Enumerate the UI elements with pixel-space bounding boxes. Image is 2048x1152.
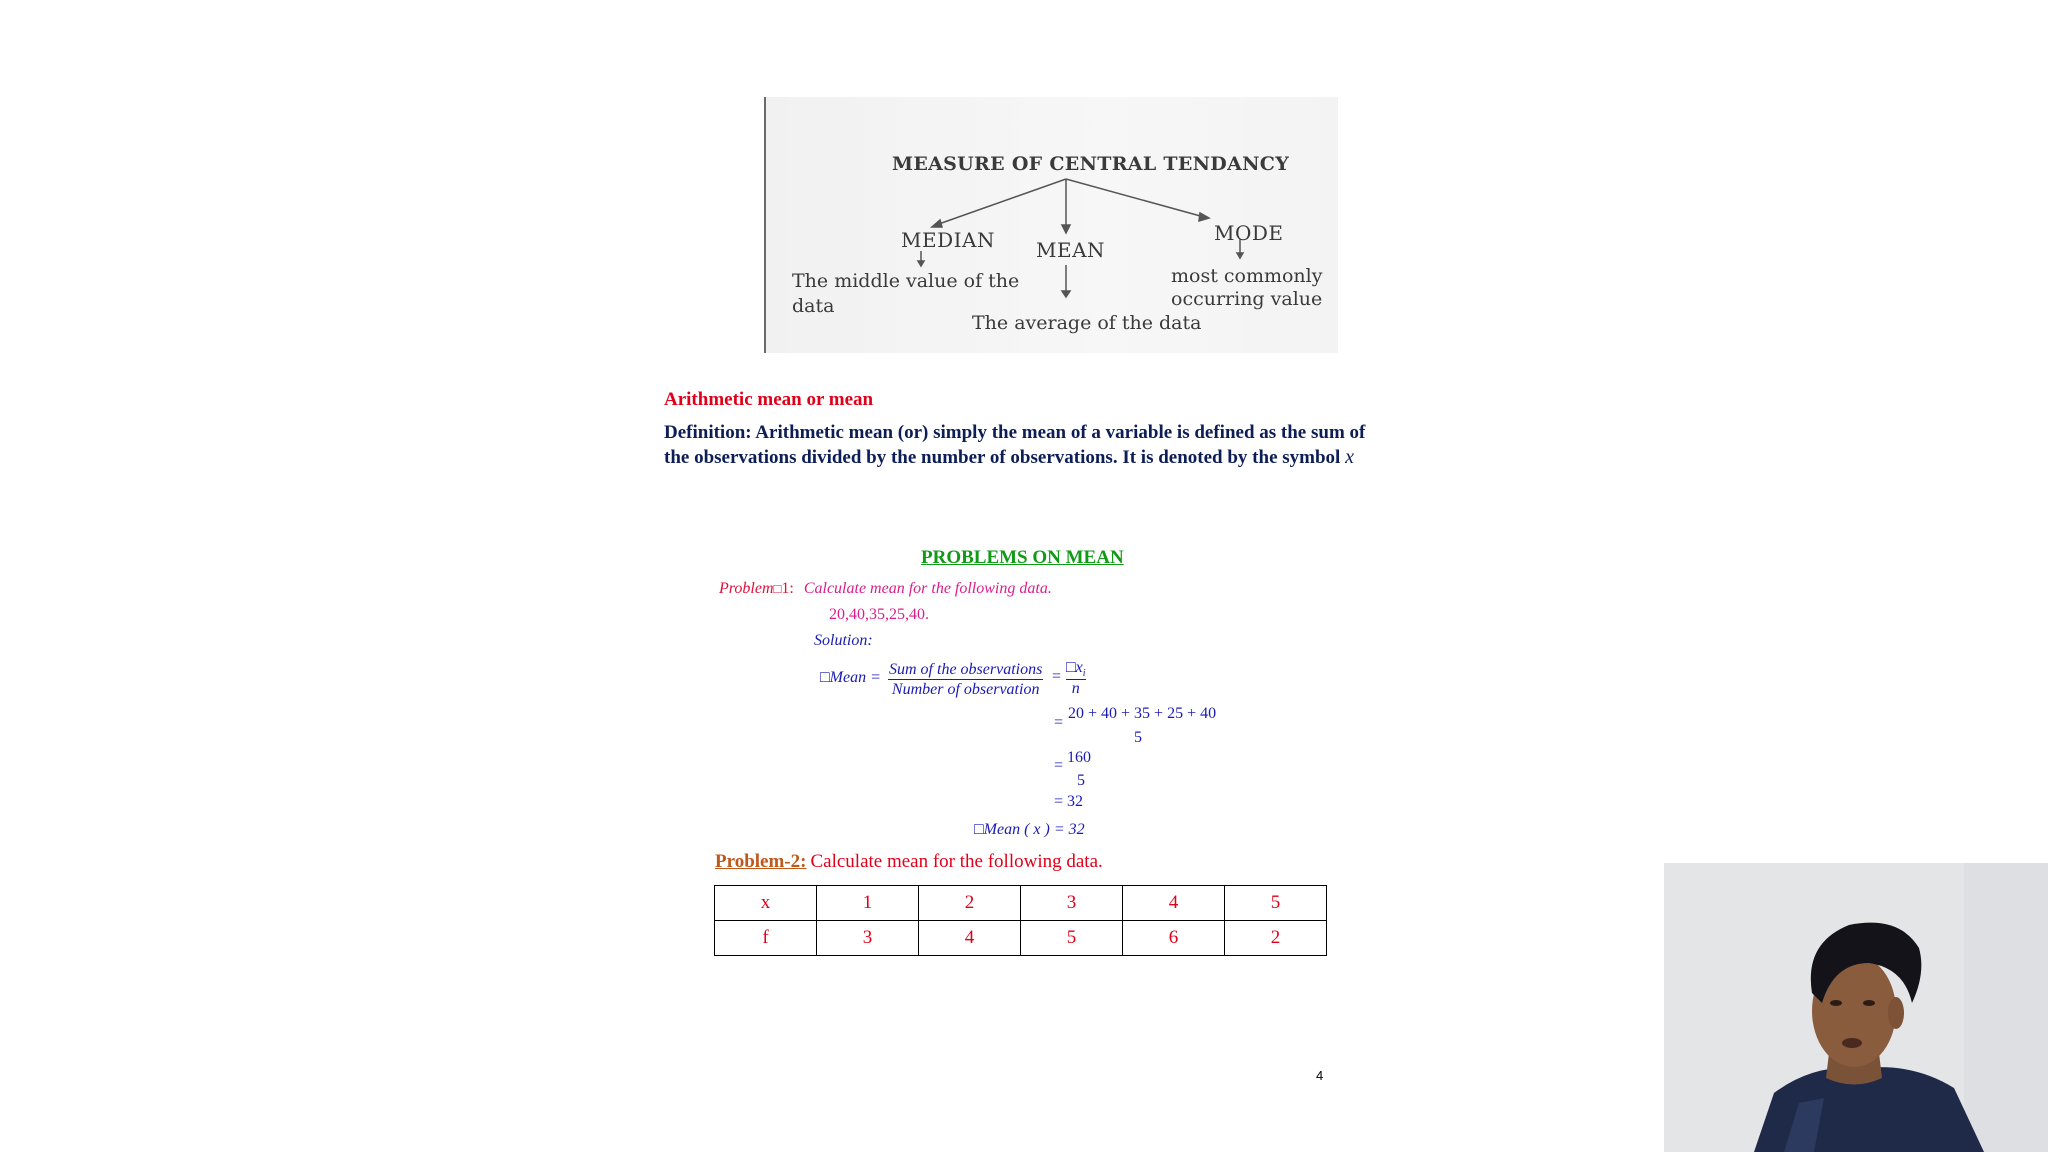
mean-prefix: □Mean =	[820, 669, 881, 686]
mean-fraction: Sum of the observations Number of observation	[889, 661, 1043, 698]
problem2-text: Calculate mean for the following data.	[810, 851, 1103, 872]
median-description-line2: data	[792, 295, 835, 317]
table-cell: 2	[1225, 921, 1327, 956]
problem2-label: Problem-2:	[715, 851, 807, 872]
mode-description-line1: most commonly	[1171, 265, 1323, 287]
section-title: Arithmetic mean or mean	[664, 389, 874, 410]
median-description-line1: The middle value of the	[792, 270, 1020, 292]
table-row	[715, 886, 1327, 921]
definition-line2: the observations divided by the number of observations. It is denoted by the symbol x	[664, 446, 1354, 468]
definition-text	[664, 421, 1384, 470]
node-mode: MODE	[1214, 221, 1284, 245]
definition-line1: Definition: Arithmetic mean (or) simply the mean of a variable is defined as the sum of	[664, 422, 1366, 443]
mode-description-line2: occurring value	[1171, 288, 1323, 310]
page-number: 4	[1316, 1068, 1324, 1083]
presenter-image	[1664, 863, 2048, 1152]
mean-description: The average of the data	[972, 312, 1202, 334]
table-cell: 2	[919, 886, 1021, 921]
solution-label: Solution:	[814, 632, 873, 649]
table-cell: 5	[1021, 921, 1123, 956]
table-cell: 3	[817, 921, 919, 956]
sum-value: 160	[1067, 749, 1091, 766]
table-cell: 3	[1021, 886, 1123, 921]
problem2-statement	[715, 851, 1103, 873]
webcam-video	[1664, 863, 2048, 1152]
node-median: MEDIAN	[901, 228, 995, 252]
table-row	[715, 921, 1327, 956]
diagram-heading: MEASURE OF CENTRAL TENDANCY	[892, 153, 1290, 175]
sum-expression: 20 + 40 + 35 + 25 + 40	[1068, 705, 1217, 722]
table-cell: f	[715, 921, 817, 956]
sigma-fraction: $□x_i$ n	[1066, 659, 1086, 698]
central-tendency-diagram	[764, 97, 1338, 353]
table-cell: 4	[1123, 886, 1225, 921]
node-mean: MEAN	[1036, 238, 1106, 262]
problem1-data: 20,40,35,25,40.	[829, 606, 929, 623]
step-result: = 32	[1054, 793, 1084, 810]
problem1-label: Problem	[719, 580, 774, 597]
frequency-table	[714, 885, 1327, 956]
problems-title: PROBLEMS ON MEAN	[921, 547, 1124, 568]
missing-glyph-icon: □	[773, 581, 782, 596]
table-cell: 6	[1123, 921, 1225, 956]
mean-result: □Mean ( x ) = 32	[974, 821, 1085, 838]
mean-symbol: x	[1345, 446, 1354, 468]
table-cell: 1	[817, 886, 919, 921]
problem1-text: Calculate mean for the following data.	[803, 580, 1052, 597]
problem1-statement: Problem□1: Calculate mean for the following data.	[719, 580, 1052, 597]
table-cell: 5	[1225, 886, 1327, 921]
table-cell: 4	[919, 921, 1021, 956]
table-cell: x	[715, 886, 817, 921]
